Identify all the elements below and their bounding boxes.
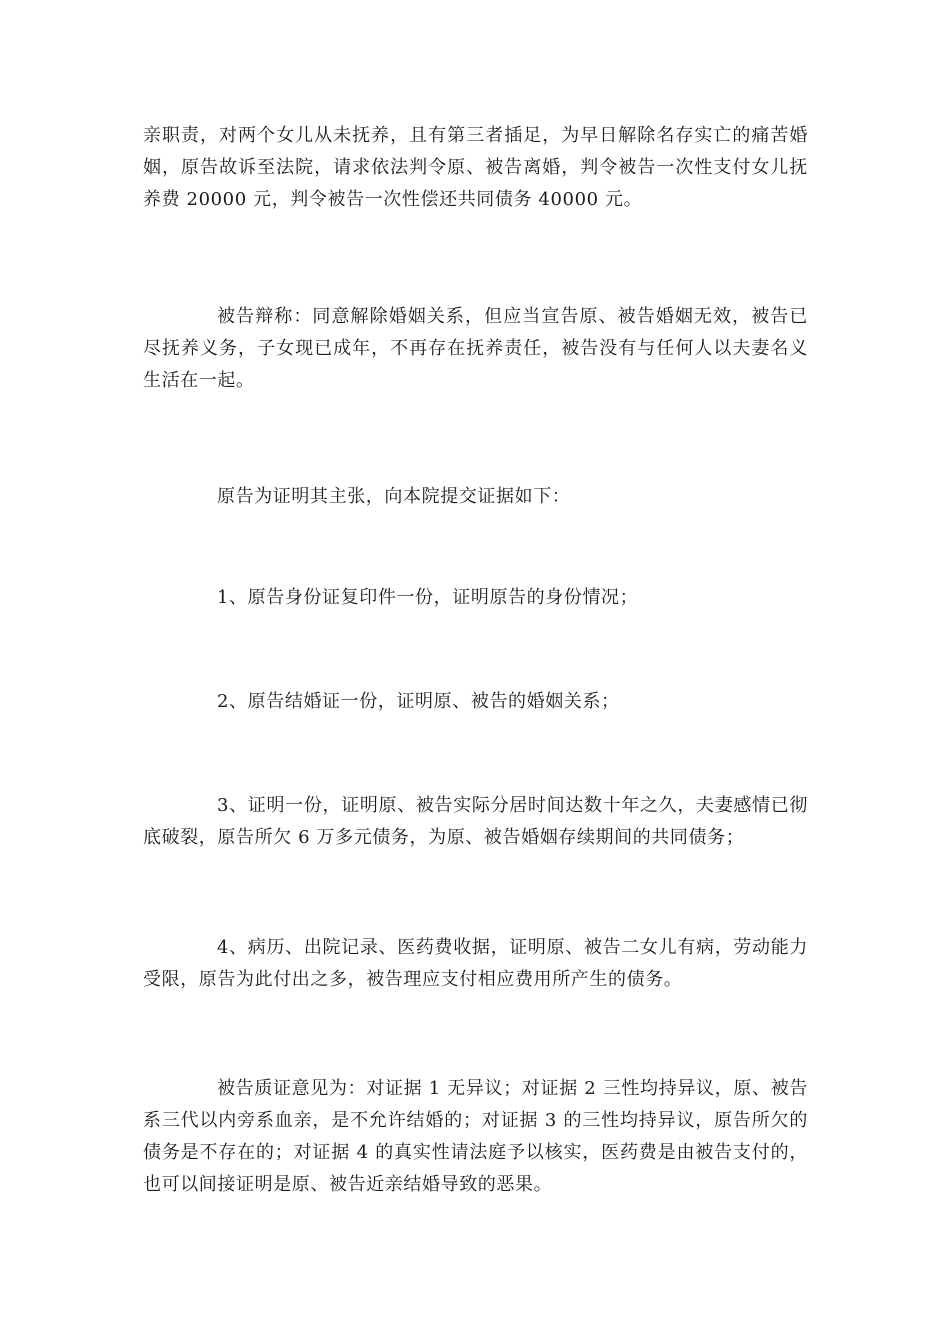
paragraph-claim-continuation: 亲职责，对两个女儿从未抚养，且有第三者插足，为早日解除名存实亡的痛苦婚姻，原告故诉至法院，请求依法判令原、被告离婚，判令被告一次性支付女儿抚养费 20000 元，判令被告一次性偿还共同债务 40000 元。 — [143, 125, 808, 210]
paragraph-evidence-intro: 原告为证明其主张，向本院提交证据如下： — [217, 486, 571, 507]
paragraph-evidence-4: 4、病历、出院记录、医药费收据，证明原、被告二女儿有病，劳动能力受限，原告为此付出之多，被告理应支付相应费用所产生的债务。 — [143, 937, 808, 990]
paragraph-evidence-3: 3、证明一份，证明原、被告实际分居时间达数十年之久，夫妻感情已彻底破裂，原告所欠 6 万多元债务，为原、被告婚姻存续期间的共同债务； — [143, 795, 808, 848]
paragraph-evidence-1: 1、原告身份证复印件一份，证明原告的身份情况； — [217, 587, 639, 608]
paragraph-defendant-cross-examination: 被告质证意见为：对证据 1 无异议；对证据 2 三性均持异议，原、被告系三代以内旁系血亲，是不允许结婚的；对证据 3 的三性均持异议，原告所欠的债务是不存在的；对证据 4 的真实性请法庭予以核实，医药费是由被告支付的，也可以间接证明是原、被告近亲结婚导致的恶果。 — [143, 1078, 808, 1195]
paragraph-evidence-2: 2、原告结婚证一份，证明原、被告的婚姻关系； — [217, 691, 620, 712]
paragraph-defendant-argument: 被告辩称：同意解除婚姻关系，但应当宣告原、被告婚姻无效，被告已尽抚养义务，子女现已成年，不再存在抚养责任，被告没有与任何人以夫妻名义生活在一起。 — [143, 306, 808, 391]
